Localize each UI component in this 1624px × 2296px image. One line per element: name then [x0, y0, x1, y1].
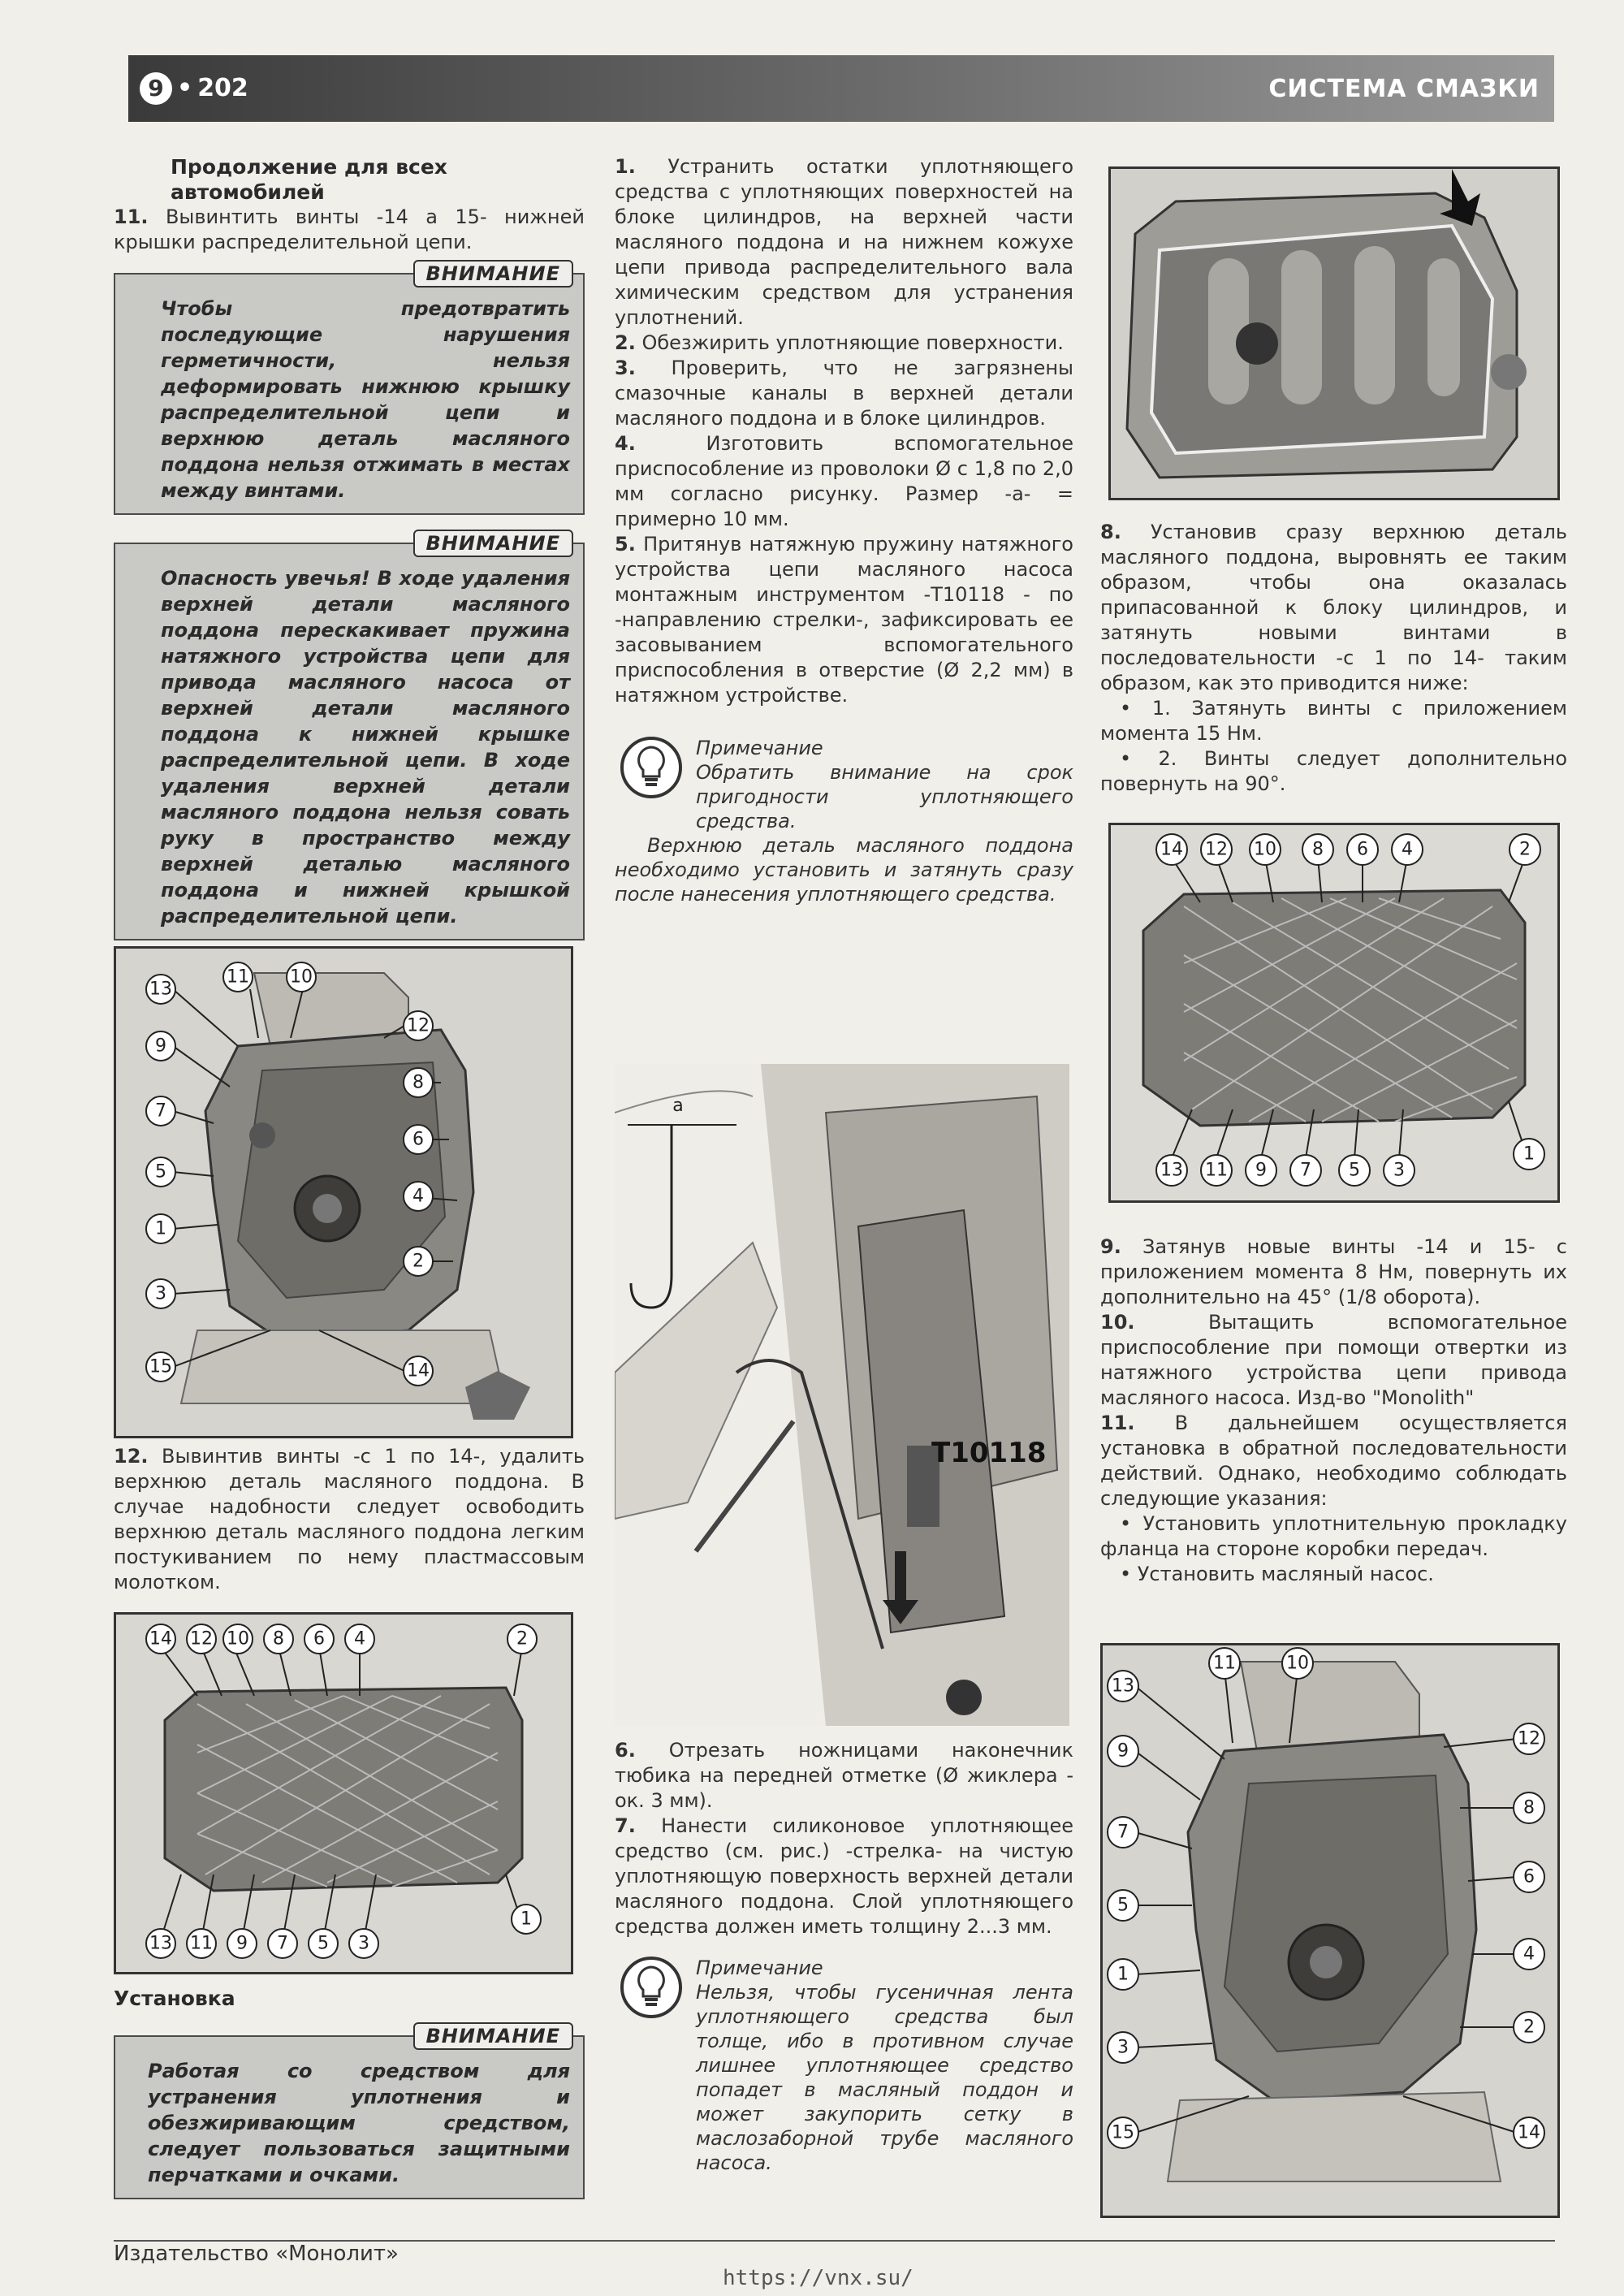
cover-label: 7 [155, 1100, 166, 1122]
pan-label: 3 [358, 1933, 369, 1954]
cover-label: 5 [155, 1161, 166, 1183]
pan-label: 13 [149, 1933, 172, 1954]
step-3: 3. Проверить, что не загрязнены смазочные каналы в верхней детали масляного поддона и в блоке цилиндров. [615, 357, 1073, 430]
cover-label: 11 [1213, 1653, 1236, 1674]
warning-box-1 [114, 262, 585, 515]
install-heading: Установка [114, 1987, 235, 2010]
cover-label: 15 [149, 1356, 172, 1377]
step-5: 5. Притянув натяжную пружину натяжного устройства цепи масляного насоса монтажным инструментом -T10118 - по -направлению стрелки-, зафиксировать ее засовыванием вспомогательного приспособления в отверстие (Ø 2,2 мм) в натяжном устройстве. [615, 533, 1073, 707]
cover-label: 10 [1286, 1653, 1309, 1674]
pan-label: 13 [1160, 1160, 1183, 1181]
cover-label: 12 [1518, 1728, 1540, 1749]
figure-oil-pan-bolts-left [114, 1612, 573, 1974]
page-number: 9 • 202 [140, 67, 248, 110]
cover-label: 4 [412, 1186, 424, 1207]
note-text: Нельзя, чтобы гусеничная лента уплотняющего средства был толще, ибо в противном случае лишнее уплотняющее средство попадет в масляный поддон и может закупорить сетку в маслозаборной трубе масляного насоса. [696, 1981, 1073, 2174]
pan-label: 12 [1205, 839, 1228, 860]
pan-label: 5 [1349, 1160, 1360, 1181]
pan-label: 7 [1300, 1160, 1311, 1181]
warning-box-2 [114, 532, 585, 940]
note-text: Обратить внимание на срок пригодности уплотняющего средства. [696, 761, 1073, 832]
step-8: 8. Установив сразу верхнюю деталь масляного поддона, выровнять ее таким образом, чтобы она оказалась припасованной к блоку цилиндров, и затянуть новыми винтами в последовательности -с 1 по 14- таким образом, как это приводится ниже: [1100, 521, 1567, 694]
section-title: СИСТЕМА СМАЗКИ [1268, 75, 1540, 103]
warning-text: Работая со средством для устранения уплотнения и обезжиривающим средством, следует пользоваться защитными перчатками и очками. [148, 2060, 570, 2186]
lightbulb-icon [620, 736, 683, 799]
step-2: 2. Обезжирить уплотняющие поверхности. [615, 331, 1064, 354]
pan-label: 1 [1523, 1144, 1535, 1165]
note-title: Примечание [696, 737, 823, 759]
cover-label: 13 [1112, 1676, 1134, 1697]
step-11-removal: 11. Вывинтить винты -14 а 15- нижней крышки распределительной цепи. [114, 205, 585, 253]
note-text-2: Верхнюю деталь масляного поддона необходимо установить и затянуть сразу после нанесения уплотняющего средства. [615, 834, 1073, 906]
cover-label: 8 [1523, 1797, 1535, 1818]
column-3 [1100, 520, 1567, 797]
cover-label: 1 [155, 1218, 166, 1239]
pan-label: 2 [1519, 839, 1531, 860]
step-6: 6. Отрезать ножницами наконечник тюбика на передней отметке (Ø жиклера - ок. 3 мм). [615, 1739, 1073, 1812]
pan-label: 14 [1160, 839, 1183, 860]
note-2 [615, 1956, 1073, 2175]
pan-label: 3 [1393, 1160, 1405, 1181]
cover-label: 3 [1117, 2037, 1129, 2058]
pan-label: 8 [273, 1628, 284, 1650]
pan-label: 6 [313, 1628, 325, 1650]
cover-label: 1 [1117, 1964, 1129, 1985]
cover-label: 13 [149, 979, 172, 1000]
pan-label: 11 [1205, 1160, 1228, 1181]
tool-label: T10118 [931, 1437, 1047, 1469]
bullet-8-2: • 2. Винты следует дополнительно повернуть на 90°. [1100, 747, 1567, 795]
page-number-value: 202 [197, 74, 248, 102]
cover-label: 14 [1518, 2122, 1540, 2143]
pan-label: 7 [277, 1933, 288, 1954]
pan-label: 6 [1357, 839, 1368, 860]
column-2 [615, 154, 1073, 906]
pan-label: 5 [317, 1933, 329, 1954]
cover-label: 9 [155, 1036, 166, 1057]
step-10: 10. Вытащить вспомогательное приспособление при помощи отвертки из натяжного устройства цепи привода масляного насоса. Изд-во "Monolith" [1100, 1311, 1567, 1409]
pan-label: 9 [1255, 1160, 1267, 1181]
column-1 [114, 154, 585, 940]
column-3-middle [1100, 1234, 1567, 1587]
step-1: 1. Устранить остатки уплотняющего средства с уплотняющих поверхностей на блоке цилиндров, на верхней части масляного поддона и на нижнем кожухе цепи привода распределительного вала химическим средством для устранения уплотнений. [615, 155, 1073, 329]
warning-box-3 [114, 2025, 585, 2199]
step-9: 9. Затянув новые винты -14 и 15- с приложением момента 8 Нм, повернуть их дополнительно на 45° (1/8 оборота). [1100, 1235, 1567, 1308]
step-7: 7. Нанести силиконовое уплотняющее средство (см. рис.) -стрелка- на чистую уплотняющую поверхность верхней детали масляного поддона. Слой уплотняющего средства должен иметь толщину 2...3 мм. [615, 1814, 1073, 1938]
cover-label: 11 [227, 966, 249, 988]
pan-label: 1 [520, 1909, 532, 1930]
pan-label: 12 [190, 1628, 213, 1650]
warning-tag: ВНИМАНИЕ [413, 2022, 574, 2050]
page-header [128, 55, 1554, 122]
figure-timing-cover-bolts [114, 946, 573, 1438]
bullet-11-2: • Установить масляный насос. [1120, 1563, 1434, 1585]
pan-label: 2 [516, 1628, 528, 1650]
cover-label: 4 [1523, 1944, 1535, 1965]
pan-label: 10 [1254, 839, 1276, 860]
cover-label: 9 [1117, 1740, 1129, 1762]
chapter-badge: 9 [140, 72, 172, 105]
dimension-a-label: a [672, 1096, 684, 1116]
cover-label: 5 [1117, 1895, 1129, 1916]
cover-label: 6 [1523, 1866, 1535, 1887]
pan-label: 4 [354, 1628, 365, 1650]
warning-text: Опасность увечья! В ходе удаления верхней детали масляного поддона перескакивает пружина натяжного устройства цепи для привода масляного насоса от верхней детали масляного поддона к нижней крышке распределительной цепи. В ходе удаления верхней детали масляного поддона нельзя совать руку в пространство между верхней деталью масляного поддона и нижней крышкой распределительной цепи. [161, 567, 570, 927]
publisher: Издательство «Монолит» [114, 2242, 399, 2266]
bullet-11-1: • Установить уплотнительную прокладку фланца на стороне коробки передач. [1100, 1512, 1567, 1560]
cover-label: 2 [1523, 2017, 1535, 2038]
figure-sealant-application [1108, 166, 1560, 500]
note-1 [615, 736, 1073, 906]
cover-label: 15 [1112, 2122, 1134, 2143]
cover-label: 2 [412, 1251, 424, 1272]
cover-label: 12 [407, 1015, 430, 1036]
column-2-lower [615, 1738, 1073, 2175]
cover-label: 3 [155, 1283, 166, 1304]
figure-timing-cover-bolts-right [1100, 1643, 1560, 2218]
install-block [114, 1986, 585, 2199]
step-12-block [114, 1444, 585, 1595]
site-url[interactable]: https://vnx.su/ [723, 2266, 914, 2290]
pan-label: 8 [1312, 839, 1324, 860]
pan-label: 4 [1402, 839, 1413, 860]
lightbulb-icon [620, 1956, 683, 2019]
warning-tag: ВНИМАНИЕ [413, 260, 574, 288]
cover-label: 10 [290, 966, 313, 988]
pan-label: 9 [236, 1933, 248, 1954]
note-title: Примечание [696, 1957, 823, 1979]
pan-label: 14 [149, 1628, 172, 1650]
step-11-install: 11. В дальнейшем осуществляется установка в обратной последовательности действий. Однако, необходимо соблюдать следующие указания: [1100, 1412, 1567, 1510]
pan-label: 11 [190, 1933, 213, 1954]
step-4: 4. Изготовить вспомогательное приспособление из проволоки Ø с 1,8 по 2,0 мм согласно рисунку. Размер -а- = примерно 10 мм. [615, 432, 1073, 530]
figure-oil-pan-bolts-right [1108, 823, 1560, 1203]
warning-text: Чтобы предотвратить последующие нарушения герметичности, нельзя деформировать нижнюю крышку распределительной цепи и верхнюю деталь масляного поддона нельзя отжимать в местах между винтами. [161, 297, 570, 502]
bullet-8-1: • 1. Затянуть винты с приложением момента 15 Нм. [1100, 697, 1567, 745]
cover-label: 14 [407, 1360, 430, 1381]
figure-tensioner-tool [615, 1064, 1069, 1726]
cover-label: 8 [412, 1072, 424, 1093]
cover-label: 6 [412, 1129, 424, 1150]
step-12: 12. Вывинтив винты -с 1 по 14-, удалить верхнюю деталь масляного поддона. В случае надобности следует освободить верхнюю деталь масляного поддона легким постукиванием по нему пластмассовым молотком. [114, 1445, 585, 1593]
cover-label: 7 [1117, 1822, 1129, 1843]
pan-label: 10 [227, 1628, 249, 1650]
continuation-heading: Продолжение для всех автомобилей [171, 155, 447, 204]
warning-tag: ВНИМАНИЕ [413, 530, 574, 557]
